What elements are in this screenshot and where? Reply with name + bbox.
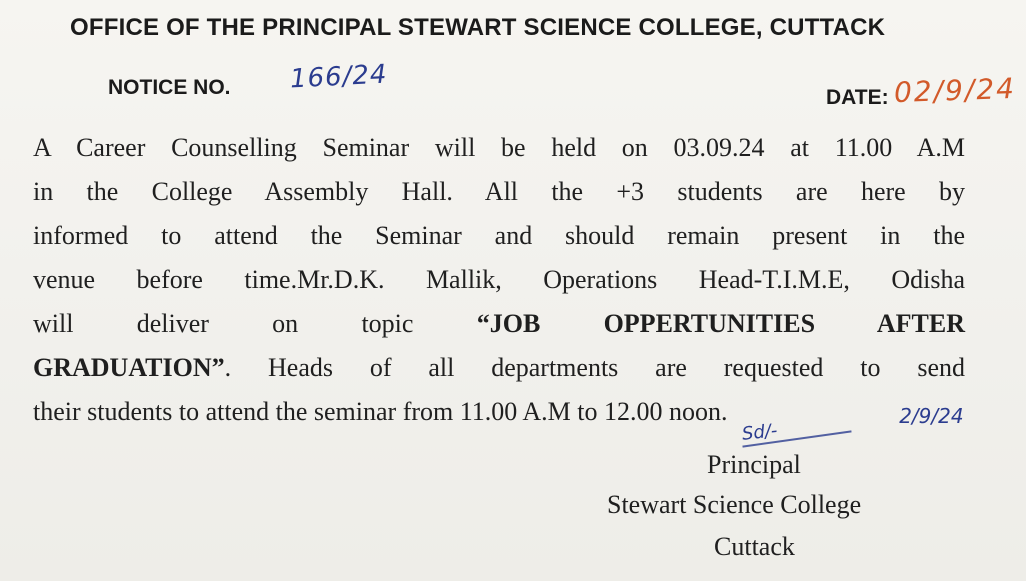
- body-line-5: [33, 302, 965, 346]
- notice-number-label: NOTICE NO.: [108, 76, 231, 99]
- college-city: Cuttack: [714, 532, 795, 561]
- seminar-topic-part1: “JOB OPPERTUNITIES AFTER: [476, 309, 966, 338]
- signature-date: 2/9/24: [899, 403, 964, 428]
- notice-body: [33, 126, 965, 434]
- date-handwritten: 02/9/24: [893, 71, 1017, 110]
- body-line-3: informed to attend the Seminar and should remain present in the: [33, 221, 965, 250]
- seminar-topic-part2: GRADUATION”: [33, 353, 225, 382]
- signature-text: Sd/-: [740, 420, 779, 445]
- date-label: DATE:: [826, 86, 889, 109]
- notice-number-handwritten: 166/24: [289, 59, 389, 95]
- body-line-6-suffix: . Heads of all departments are requested to send: [224, 353, 965, 382]
- body-line-7: their students to attend the seminar from 11.00 A.M to 12.00 noon.: [33, 397, 728, 426]
- college-name: Stewart Science College: [607, 490, 862, 519]
- principal-signature: [740, 403, 964, 445]
- body-line-4: venue before time.Mr.D.K. Mallik, Operations Head-T.I.M.E, Odisha: [33, 265, 965, 294]
- body-line-6: [33, 346, 965, 390]
- office-heading: OFFICE OF THE PRINCIPAL STEWART SCIENCE COLLEGE, CUTTACK: [70, 14, 886, 41]
- body-line-2: in the College Assembly Hall. All the +3 students are here by: [33, 177, 965, 206]
- principal-designation: Principal: [707, 450, 801, 479]
- body-line-1: A Career Counselling Seminar will be held on 03.09.24 at 11.00 A.M: [33, 133, 965, 162]
- body-line-5-prefix: will deliver on topic: [33, 309, 477, 338]
